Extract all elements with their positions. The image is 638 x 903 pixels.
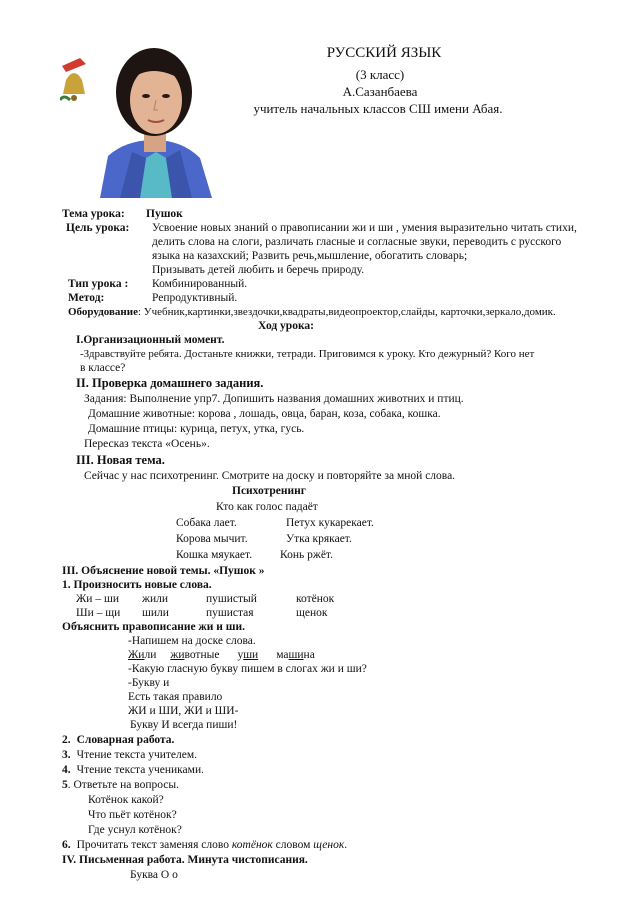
goal-label: Цель урока: <box>66 222 130 234</box>
method-label: Метод: <box>68 292 105 304</box>
equipment-value: : Учебник,картинки,звездочки,квадраты,видеопроектор,слайды, карточки,зеркало,домик. <box>137 306 556 318</box>
underlined-words-line: Жили животные уши машина <box>128 649 315 661</box>
teacher-photo <box>60 40 220 198</box>
course-title: Ход урока: <box>258 320 314 332</box>
section-3-text: Сейчас у нас психотренинг. Смотрите на доску и повторяйте за мной слова. <box>84 470 456 482</box>
dialog-line: -Напишем на доске слова. <box>128 635 256 647</box>
homework-line: Задания: Выполнение упр7. Допишить названия домашних животних и птиц. <box>84 393 464 405</box>
letter-line: Буква О о <box>130 869 178 881</box>
method-value: Репродуктивный. <box>152 292 238 304</box>
psychotraining-line: Собака лает. <box>176 517 237 529</box>
psychotraining-title: Психотренинг <box>232 485 306 497</box>
goal-line: делить слова на слоги, различать гласные и согласные звуки, переводить с русского <box>152 236 562 248</box>
goal-line: языка на казахский; Развить речь,мышление, обогатить словарь; <box>152 250 468 262</box>
question: Где уснул котёнок? <box>88 824 182 836</box>
document-title: РУССКИЙ ЯЗЫК <box>326 45 442 61</box>
explain-title: III. Объяснение новой темы. «Пушок » <box>62 565 265 577</box>
type-value: Комбинированный. <box>152 278 248 290</box>
section-2-title: II. Проверка домашнего задания. <box>76 376 264 390</box>
question: Что пьёт котёнок? <box>88 809 177 821</box>
dialog-line: Есть такая правило <box>128 691 223 703</box>
equipment-line <box>68 305 556 319</box>
dialog-line: ЖИ и ШИ, ЖИ и ШИ- <box>128 705 239 717</box>
author-position: учитель начальных классов СШ имени Абая. <box>253 101 503 116</box>
homework-line: Пересказ текста «Осень». <box>84 438 210 450</box>
task-writing: IV. Письменная работа. Минута чистописания. <box>62 854 308 866</box>
dialog-line: Букву И всегда пиши! <box>130 719 238 731</box>
word-cell: жили <box>142 593 168 605</box>
homework-line: Домашние птицы: курица, петух, утка, гусь. <box>88 423 305 435</box>
psychotraining-line: Кошка мяукает. <box>176 549 253 561</box>
equipment-label: Оборудование <box>68 306 138 318</box>
word-cell: котёнок <box>296 593 335 605</box>
task-6: 6. Прочитать текст заменяя слово котёнок словом щенок. <box>62 839 348 851</box>
topic-label: Тема урока: <box>62 208 125 220</box>
task-2: 2. Словарная работа. <box>62 734 175 746</box>
task-4: 4. Чтение текста учениками. <box>62 764 204 776</box>
word-cell: пушистая <box>206 607 254 619</box>
goal-line: Усвоение новых знаний о правописании жи и ши , умения выразительно читать стихи, <box>152 222 577 234</box>
psychotraining-line: Конь ржёт. <box>280 549 333 561</box>
word-cell: Ши – щи <box>76 607 121 619</box>
homework-line: Домашние животные: корова , лошадь, овца, баран, коза, собака, кошка. <box>88 408 441 420</box>
goal-line: Призывать детей любить и беречь природу. <box>152 264 365 276</box>
rule-title: Объяснить правописание жи и ши. <box>62 621 245 633</box>
type-label: Тип урока : <box>68 278 129 290</box>
section-1-text: в классе? <box>80 362 126 374</box>
section-1-text: -Здравствуйте ребята. Достаньте книжки, тетради. Приговимся к уроку. Кто дежурный? Кого нет <box>80 348 535 360</box>
psychotraining-line: Петух кукарекает. <box>286 517 374 529</box>
word-cell: Жи – ши <box>76 593 119 605</box>
psychotraining-line: Корова мычит. <box>176 533 248 545</box>
dialog-line: -Какую гласную букву пишем в слогах жи и ши? <box>128 663 367 675</box>
section-3-title: III. Новая тема. <box>76 453 165 467</box>
task-5: 5. Ответьте на вопросы. <box>62 779 180 791</box>
psychotraining-intro: Кто как голос падаёт <box>216 501 318 513</box>
author-name: А.Сазанбаева <box>342 84 418 99</box>
word-cell: пушистый <box>206 593 257 605</box>
grade: (3 класс) <box>355 67 405 82</box>
section-1-title: I.Организационный момент. <box>76 334 225 346</box>
dialog-line: -Букву и <box>128 677 170 689</box>
word-cell: шили <box>142 607 169 619</box>
explain-point-1: 1. Произносить новые слова. <box>62 579 212 591</box>
task-3: 3. Чтение текста учителем. <box>62 749 198 761</box>
psychotraining-line: Утка крякает. <box>286 533 352 545</box>
topic-value: Пушок <box>146 208 183 220</box>
question: Котёнок какой? <box>88 794 164 806</box>
word-cell: щенок <box>296 607 328 619</box>
